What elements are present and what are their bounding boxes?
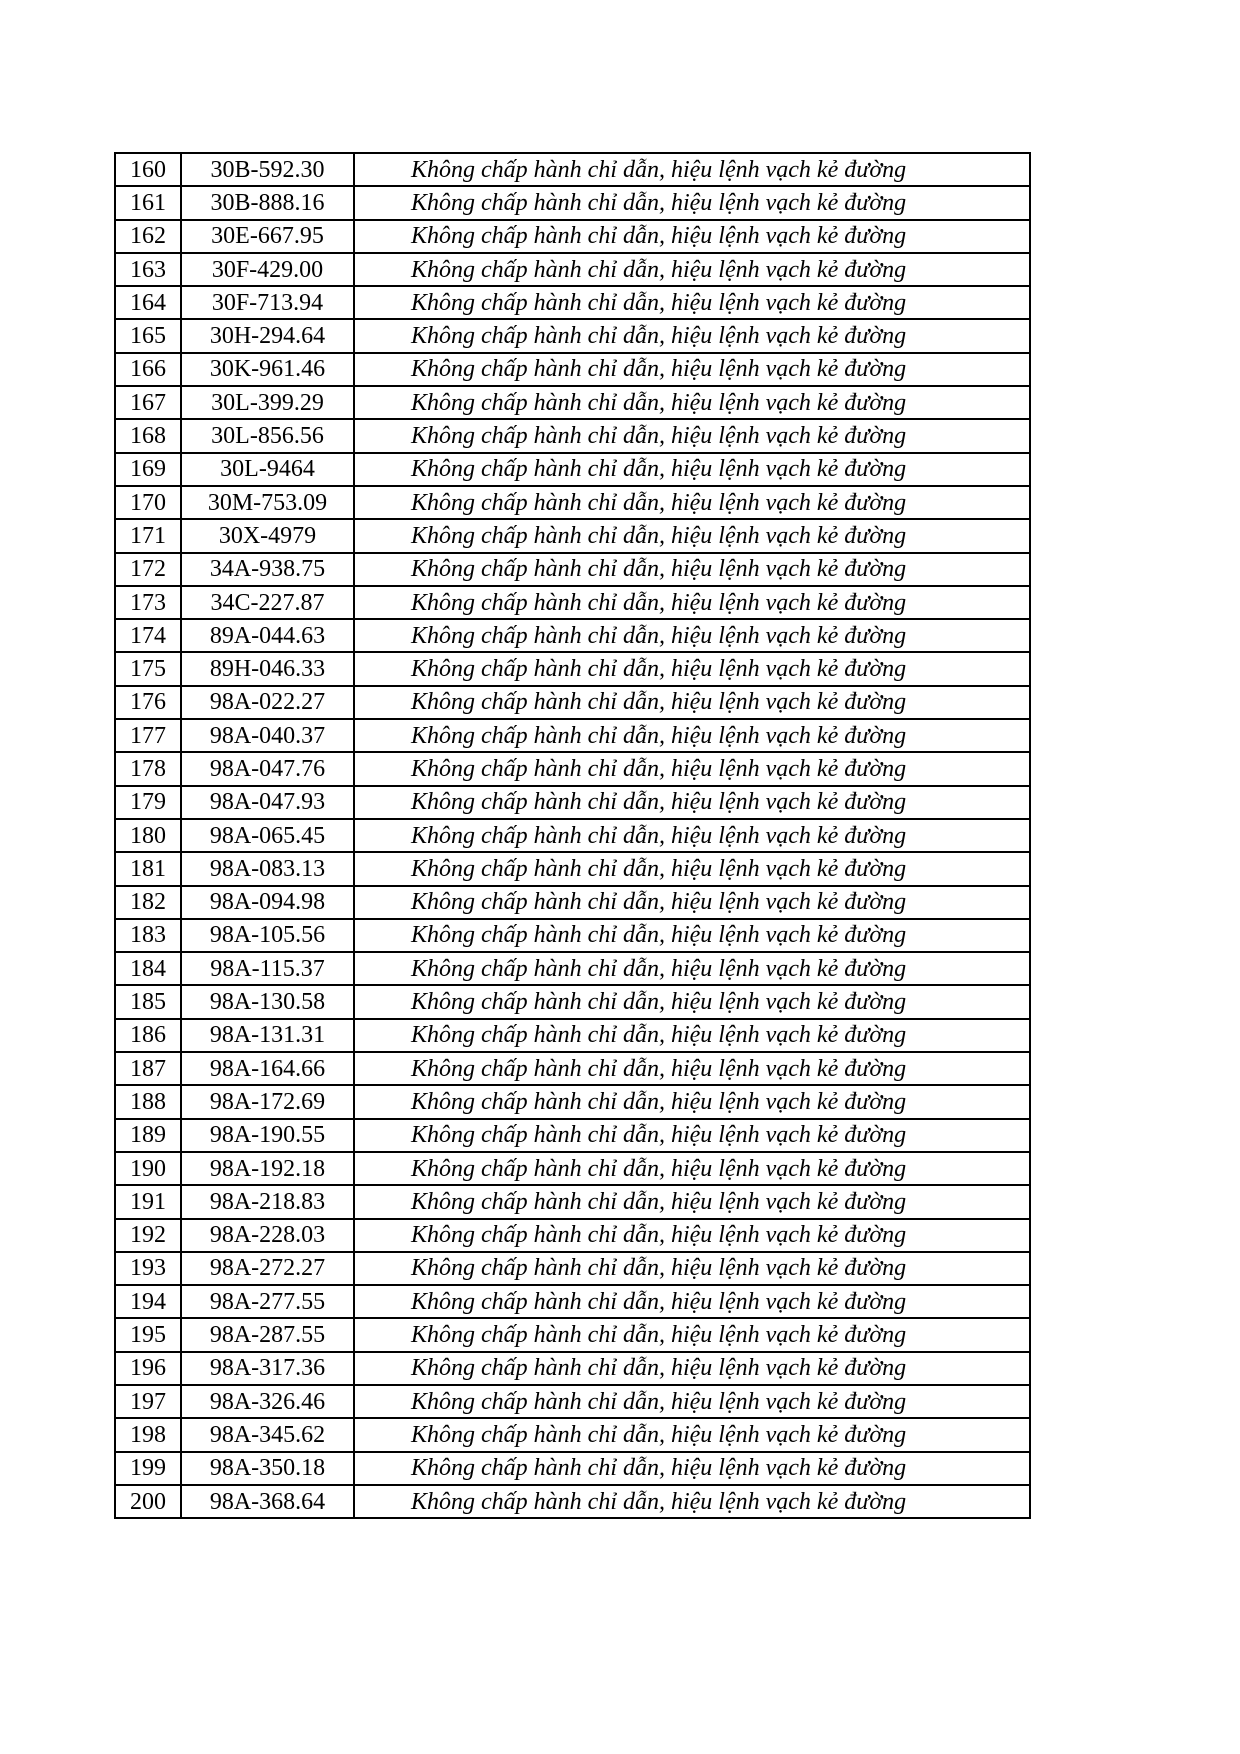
license-plate-cell: 30E-667.95 (181, 220, 354, 253)
table-row (115, 1085, 1030, 1118)
violation-cell: Không chấp hành chỉ dẫn, hiệu lệnh vạch kẻ đường (354, 1152, 1030, 1185)
license-plate-cell: 98A-131.31 (181, 1019, 354, 1052)
violation-cell: Không chấp hành chỉ dẫn, hiệu lệnh vạch kẻ đường (354, 752, 1030, 785)
violations-table-body (115, 153, 1030, 1518)
license-plate-cell: 98A-350.18 (181, 1452, 354, 1485)
violation-cell: Không chấp hành chỉ dẫn, hiệu lệnh vạch kẻ đường (354, 1085, 1030, 1118)
row-number-cell: 194 (115, 1285, 181, 1318)
row-number-cell: 195 (115, 1318, 181, 1351)
violation-cell: Không chấp hành chỉ dẫn, hiệu lệnh vạch kẻ đường (354, 919, 1030, 952)
violation-cell: Không chấp hành chỉ dẫn, hiệu lệnh vạch kẻ đường (354, 553, 1030, 586)
license-plate-cell: 98A-040.37 (181, 719, 354, 752)
license-plate-cell: 98A-115.37 (181, 952, 354, 985)
violation-cell: Không chấp hành chỉ dẫn, hiệu lệnh vạch kẻ đường (354, 1252, 1030, 1285)
table-row (115, 985, 1030, 1018)
row-number-cell: 198 (115, 1418, 181, 1451)
table-row (115, 1152, 1030, 1185)
license-plate-cell: 30M-753.09 (181, 486, 354, 519)
violation-cell: Không chấp hành chỉ dẫn, hiệu lệnh vạch kẻ đường (354, 319, 1030, 352)
row-number-cell: 191 (115, 1185, 181, 1218)
table-row (115, 486, 1030, 519)
violation-cell: Không chấp hành chỉ dẫn, hiệu lệnh vạch kẻ đường (354, 985, 1030, 1018)
table-row (115, 1252, 1030, 1285)
table-row (115, 619, 1030, 652)
table-row (115, 1052, 1030, 1085)
violation-cell: Không chấp hành chỉ dẫn, hiệu lệnh vạch kẻ đường (354, 1452, 1030, 1485)
table-row (115, 752, 1030, 785)
license-plate-cell: 98A-022.27 (181, 686, 354, 719)
violation-cell: Không chấp hành chỉ dẫn, hiệu lệnh vạch kẻ đường (354, 652, 1030, 685)
row-number-cell: 187 (115, 1052, 181, 1085)
table-row (115, 1352, 1030, 1385)
license-plate-cell: 98A-065.45 (181, 819, 354, 852)
table-row (115, 1119, 1030, 1152)
license-plate-cell: 98A-047.76 (181, 752, 354, 785)
violation-cell: Không chấp hành chỉ dẫn, hiệu lệnh vạch kẻ đường (354, 253, 1030, 286)
row-number-cell: 167 (115, 386, 181, 419)
row-number-cell: 162 (115, 220, 181, 253)
violation-cell: Không chấp hành chỉ dẫn, hiệu lệnh vạch kẻ đường (354, 186, 1030, 219)
violation-cell: Không chấp hành chỉ dẫn, hiệu lệnh vạch kẻ đường (354, 1418, 1030, 1451)
row-number-cell: 189 (115, 1119, 181, 1152)
table-row (115, 353, 1030, 386)
table-row (115, 1219, 1030, 1252)
table-row (115, 586, 1030, 619)
table-row (115, 1285, 1030, 1318)
license-plate-cell: 98A-218.83 (181, 1185, 354, 1218)
row-number-cell: 197 (115, 1385, 181, 1418)
row-number-cell: 161 (115, 186, 181, 219)
license-plate-cell: 30F-713.94 (181, 286, 354, 319)
violation-cell: Không chấp hành chỉ dẫn, hiệu lệnh vạch kẻ đường (354, 886, 1030, 919)
table-row (115, 186, 1030, 219)
license-plate-cell: 98A-228.03 (181, 1219, 354, 1252)
license-plate-cell: 98A-368.64 (181, 1485, 354, 1518)
table-row (115, 220, 1030, 253)
license-plate-cell: 30L-399.29 (181, 386, 354, 419)
violation-cell: Không chấp hành chỉ dẫn, hiệu lệnh vạch kẻ đường (354, 353, 1030, 386)
violations-table (114, 152, 1031, 1519)
row-number-cell: 165 (115, 319, 181, 352)
row-number-cell: 188 (115, 1085, 181, 1118)
license-plate-cell: 98A-105.56 (181, 919, 354, 952)
violation-cell: Không chấp hành chỉ dẫn, hiệu lệnh vạch kẻ đường (354, 386, 1030, 419)
violation-cell: Không chấp hành chỉ dẫn, hiệu lệnh vạch kẻ đường (354, 153, 1030, 186)
license-plate-cell: 89H-046.33 (181, 652, 354, 685)
table-row (115, 786, 1030, 819)
violation-cell: Không chấp hành chỉ dẫn, hiệu lệnh vạch kẻ đường (354, 1119, 1030, 1152)
license-plate-cell: 30K-961.46 (181, 353, 354, 386)
license-plate-cell: 98A-287.55 (181, 1318, 354, 1351)
violation-cell: Không chấp hành chỉ dẫn, hiệu lệnh vạch kẻ đường (354, 686, 1030, 719)
violation-cell: Không chấp hành chỉ dẫn, hiệu lệnh vạch kẻ đường (354, 220, 1030, 253)
table-row (115, 1019, 1030, 1052)
license-plate-cell: 98A-317.36 (181, 1352, 354, 1385)
table-row (115, 553, 1030, 586)
table-row (115, 419, 1030, 452)
row-number-cell: 181 (115, 852, 181, 885)
violation-cell: Không chấp hành chỉ dẫn, hiệu lệnh vạch kẻ đường (354, 1318, 1030, 1351)
row-number-cell: 178 (115, 752, 181, 785)
license-plate-cell: 30L-856.56 (181, 419, 354, 452)
violation-cell: Không chấp hành chỉ dẫn, hiệu lệnh vạch kẻ đường (354, 586, 1030, 619)
table-row (115, 686, 1030, 719)
license-plate-cell: 30B-592.30 (181, 153, 354, 186)
row-number-cell: 180 (115, 819, 181, 852)
table-row (115, 852, 1030, 885)
license-plate-cell: 98A-172.69 (181, 1085, 354, 1118)
row-number-cell: 186 (115, 1019, 181, 1052)
table-row (115, 153, 1030, 186)
violation-cell: Không chấp hành chỉ dẫn, hiệu lệnh vạch kẻ đường (354, 1052, 1030, 1085)
table-row (115, 1318, 1030, 1351)
license-plate-cell: 30B-888.16 (181, 186, 354, 219)
row-number-cell: 171 (115, 519, 181, 552)
row-number-cell: 182 (115, 886, 181, 919)
license-plate-cell: 98A-345.62 (181, 1418, 354, 1451)
license-plate-cell: 98A-326.46 (181, 1385, 354, 1418)
row-number-cell: 174 (115, 619, 181, 652)
row-number-cell: 169 (115, 453, 181, 486)
license-plate-cell: 30X-4979 (181, 519, 354, 552)
row-number-cell: 170 (115, 486, 181, 519)
violation-cell: Không chấp hành chỉ dẫn, hiệu lệnh vạch kẻ đường (354, 952, 1030, 985)
row-number-cell: 176 (115, 686, 181, 719)
table-row (115, 1452, 1030, 1485)
violation-cell: Không chấp hành chỉ dẫn, hiệu lệnh vạch kẻ đường (354, 519, 1030, 552)
row-number-cell: 193 (115, 1252, 181, 1285)
row-number-cell: 179 (115, 786, 181, 819)
row-number-cell: 168 (115, 419, 181, 452)
table-row (115, 453, 1030, 486)
violation-cell: Không chấp hành chỉ dẫn, hiệu lệnh vạch kẻ đường (354, 453, 1030, 486)
violation-cell: Không chấp hành chỉ dẫn, hiệu lệnh vạch kẻ đường (354, 819, 1030, 852)
table-row (115, 519, 1030, 552)
row-number-cell: 183 (115, 919, 181, 952)
row-number-cell: 185 (115, 985, 181, 1018)
violation-cell: Không chấp hành chỉ dẫn, hiệu lệnh vạch kẻ đường (354, 486, 1030, 519)
license-plate-cell: 98A-272.27 (181, 1252, 354, 1285)
license-plate-cell: 34A-938.75 (181, 553, 354, 586)
license-plate-cell: 98A-192.18 (181, 1152, 354, 1185)
table-row (115, 952, 1030, 985)
license-plate-cell: 30L-9464 (181, 453, 354, 486)
table-row (115, 1385, 1030, 1418)
license-plate-cell: 30H-294.64 (181, 319, 354, 352)
row-number-cell: 173 (115, 586, 181, 619)
row-number-cell: 196 (115, 1352, 181, 1385)
violation-cell: Không chấp hành chỉ dẫn, hiệu lệnh vạch kẻ đường (354, 852, 1030, 885)
table-row (115, 719, 1030, 752)
violation-cell: Không chấp hành chỉ dẫn, hiệu lệnh vạch kẻ đường (354, 1185, 1030, 1218)
row-number-cell: 190 (115, 1152, 181, 1185)
violation-cell: Không chấp hành chỉ dẫn, hiệu lệnh vạch kẻ đường (354, 786, 1030, 819)
violation-cell: Không chấp hành chỉ dẫn, hiệu lệnh vạch kẻ đường (354, 719, 1030, 752)
table-row (115, 386, 1030, 419)
table-row (115, 919, 1030, 952)
table-row (115, 1185, 1030, 1218)
row-number-cell: 163 (115, 253, 181, 286)
license-plate-cell: 98A-130.58 (181, 985, 354, 1018)
license-plate-cell: 98A-164.66 (181, 1052, 354, 1085)
license-plate-cell: 98A-083.13 (181, 852, 354, 885)
row-number-cell: 200 (115, 1485, 181, 1518)
license-plate-cell: 98A-047.93 (181, 786, 354, 819)
row-number-cell: 164 (115, 286, 181, 319)
row-number-cell: 160 (115, 153, 181, 186)
violation-cell: Không chấp hành chỉ dẫn, hiệu lệnh vạch kẻ đường (354, 1219, 1030, 1252)
violation-cell: Không chấp hành chỉ dẫn, hiệu lệnh vạch kẻ đường (354, 1019, 1030, 1052)
violation-cell: Không chấp hành chỉ dẫn, hiệu lệnh vạch kẻ đường (354, 286, 1030, 319)
license-plate-cell: 30F-429.00 (181, 253, 354, 286)
row-number-cell: 192 (115, 1219, 181, 1252)
license-plate-cell: 98A-277.55 (181, 1285, 354, 1318)
license-plate-cell: 89A-044.63 (181, 619, 354, 652)
row-number-cell: 172 (115, 553, 181, 586)
row-number-cell: 166 (115, 353, 181, 386)
license-plate-cell: 98A-094.98 (181, 886, 354, 919)
row-number-cell: 184 (115, 952, 181, 985)
violation-cell: Không chấp hành chỉ dẫn, hiệu lệnh vạch kẻ đường (354, 1485, 1030, 1518)
table-row (115, 1485, 1030, 1518)
table-row (115, 819, 1030, 852)
row-number-cell: 177 (115, 719, 181, 752)
table-row (115, 652, 1030, 685)
table-row (115, 319, 1030, 352)
table-row (115, 886, 1030, 919)
violation-cell: Không chấp hành chỉ dẫn, hiệu lệnh vạch kẻ đường (354, 1285, 1030, 1318)
license-plate-cell: 34C-227.87 (181, 586, 354, 619)
table-row (115, 253, 1030, 286)
table-row (115, 1418, 1030, 1451)
violation-cell: Không chấp hành chỉ dẫn, hiệu lệnh vạch kẻ đường (354, 1385, 1030, 1418)
license-plate-cell: 98A-190.55 (181, 1119, 354, 1152)
row-number-cell: 199 (115, 1452, 181, 1485)
row-number-cell: 175 (115, 652, 181, 685)
violation-cell: Không chấp hành chỉ dẫn, hiệu lệnh vạch kẻ đường (354, 1352, 1030, 1385)
violation-cell: Không chấp hành chỉ dẫn, hiệu lệnh vạch kẻ đường (354, 619, 1030, 652)
table-row (115, 286, 1030, 319)
violation-cell: Không chấp hành chỉ dẫn, hiệu lệnh vạch kẻ đường (354, 419, 1030, 452)
